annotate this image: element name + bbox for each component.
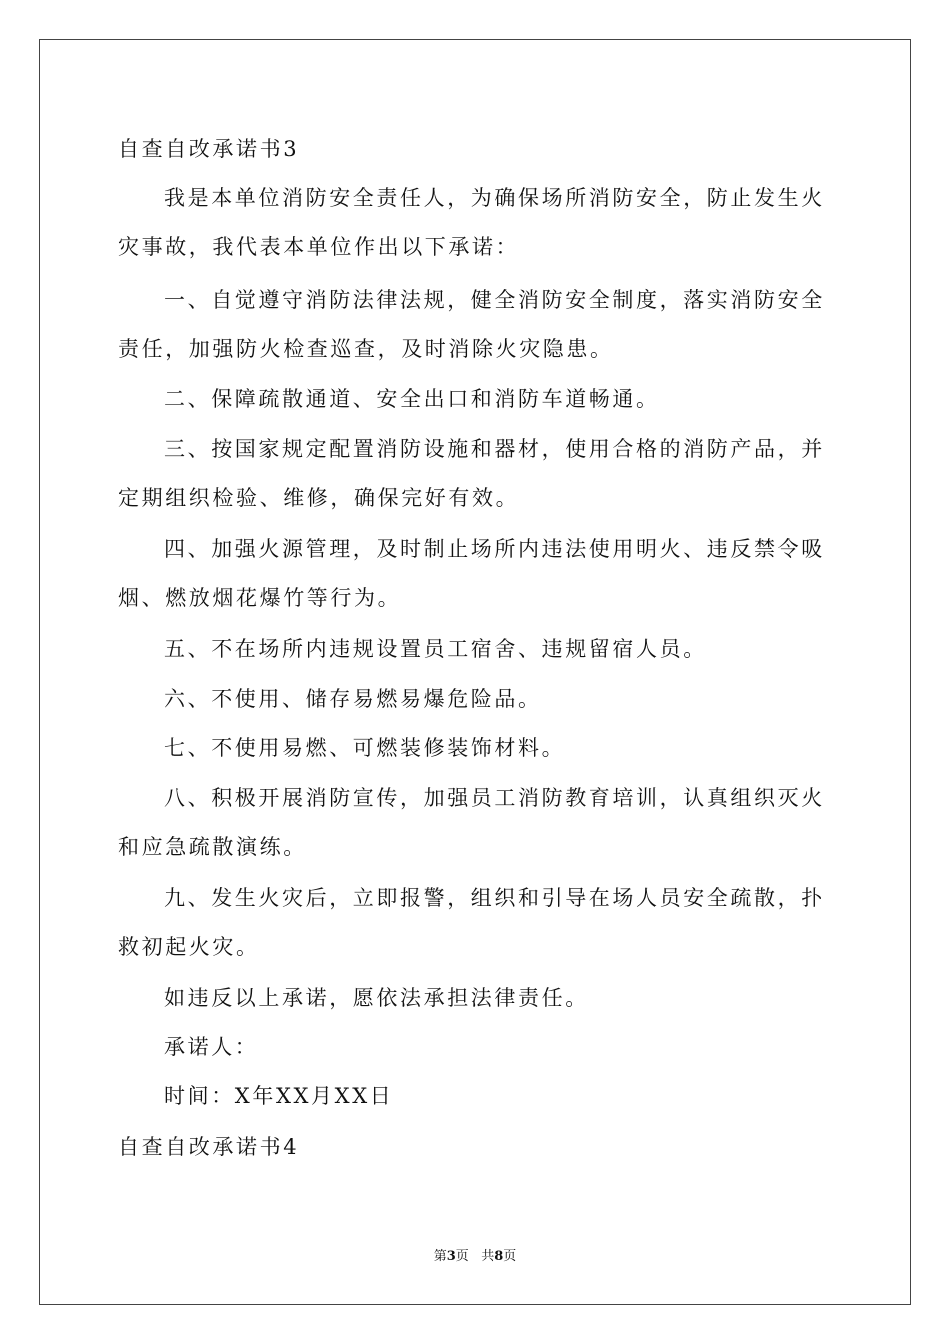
paragraph-line: 责任，加强防火检查巡查，及时消除火灾隐患。 [118,337,614,361]
paragraph-line: 七、不使用易燃、可燃装修装饰材料。 [164,736,566,760]
paragraph-line: 烟、燃放烟花爆竹等行为。 [118,586,402,610]
page-suffix: 页 [455,1249,469,1264]
page-prefix: 第 [433,1249,447,1264]
total-suffix: 页 [503,1249,517,1264]
paragraph-line: 四、加强火源管理，及时制止场所内违法使用明火、违反禁令吸 [164,537,825,561]
paragraph-line: 八、积极开展消防宣传，加强员工消防教育培训，认真组织灭火 [164,786,825,810]
paragraph-line: 如违反以上承诺，愿依法承担法律责任。 [164,986,589,1010]
paragraph-line: 救初起火灾。 [118,935,260,959]
paragraph-line: 九、发生火灾后，立即报警，组织和引导在场人员安全疏散，扑 [164,886,825,910]
section-heading: 自查自改承诺书4 [118,1135,300,1159]
paragraph-line: 五、不在场所内违规设置员工宿舍、违规留宿人员。 [164,637,707,661]
paragraph-line: 定期组织检验、维修，确保完好有效。 [118,486,520,510]
total-prefix: 共 [481,1249,495,1264]
paragraph-line: 灾事故，我代表本单位作出以下承诺： [118,235,520,259]
paragraph-line: 六、不使用、储存易燃易爆危险品。 [164,687,542,711]
page-frame [39,39,911,1305]
paragraph-line: 我是本单位消防安全责任人，为确保场所消防安全，防止发生火 [164,186,825,210]
signer-label: 承诺人： [164,1035,259,1059]
paragraph-line: 二、保障疏散通道、安全出口和消防车道畅通。 [164,387,660,411]
paragraph-line: 一、自觉遵守消防法律法规，健全消防安全制度，落实消防安全 [164,288,825,312]
date-line: 时间：X年XX月XX日 [164,1084,394,1108]
total-pages: 8 [494,1249,504,1264]
page-footer [0,1248,950,1266]
paragraph-line: 和应急疏散演练。 [118,835,307,859]
section-heading: 自查自改承诺书3 [118,137,300,161]
page-number: 3 [446,1249,456,1264]
paragraph-line: 三、按国家规定配置消防设施和器材，使用合格的消防产品，并 [164,437,825,461]
